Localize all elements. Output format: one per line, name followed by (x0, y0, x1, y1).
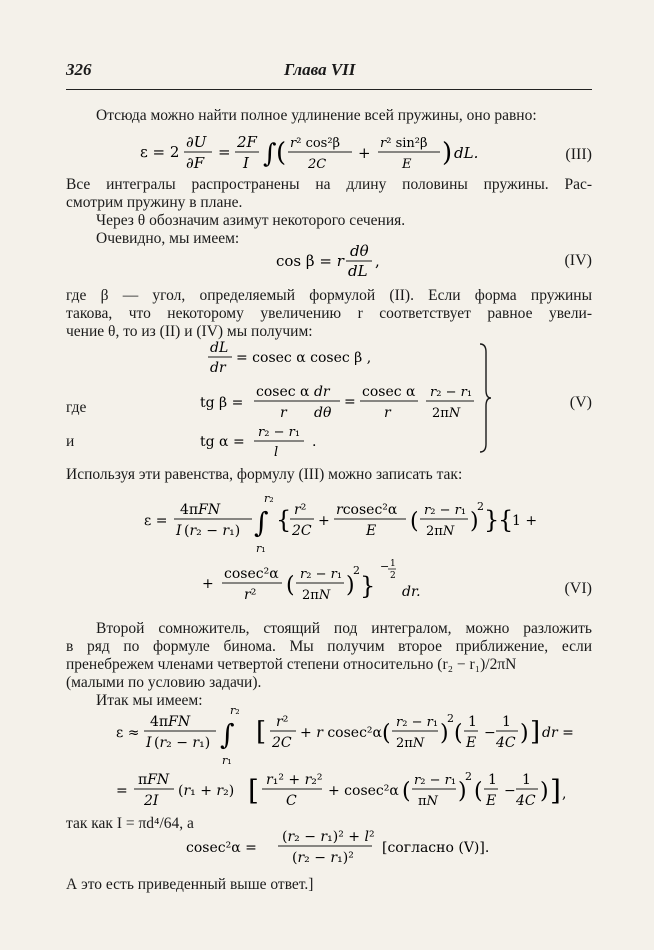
svg-text:4C: 4C (516, 793, 536, 809)
svg-text:(r₁ + r₂): (r₁ + r₂) (178, 783, 235, 799)
paragraph-line: (малыми по условию задачи). (66, 674, 262, 691)
label-i: и (66, 433, 75, 450)
svg-text:.: . (312, 434, 317, 450)
svg-text:2: 2 (390, 571, 396, 581)
svg-text:1: 1 (522, 772, 531, 788)
paragraph-line: смотрим пружину в плане. (66, 194, 243, 211)
svg-text:): ) (442, 138, 453, 168)
svg-text:r₂ − r₁: r₂ − r₁ (414, 773, 457, 788)
svg-text:2: 2 (477, 500, 484, 513)
svg-text:r² sin²β: r² sin²β (380, 136, 428, 151)
svg-text:(r₂ − r₁)²: (r₂ − r₁)² (292, 850, 354, 866)
paragraph-line: Через θ обозначим азимут некоторого сечения. (96, 212, 406, 229)
svg-text:dL.: dL. (454, 144, 479, 162)
svg-text:): ) (440, 721, 449, 746)
equation-vi-line1 (144, 492, 538, 555)
paragraph-line: в ряд по формуле бинома. Мы получим второе приближение, если (66, 638, 592, 655)
svg-text:2C: 2C (292, 523, 312, 539)
label-gde: где (66, 399, 87, 416)
svg-text:2πN: 2πN (396, 736, 425, 751)
svg-text:dL: dL (210, 340, 229, 356)
svg-text:∫: ∫ (220, 718, 235, 751)
svg-text:tg α =: tg α = (200, 434, 245, 450)
svg-text:}: } (360, 572, 376, 600)
svg-text:(: ( (410, 509, 419, 534)
svg-text:−: − (484, 725, 496, 741)
svg-text:+: + (202, 576, 214, 592)
svg-text:E: E (402, 157, 412, 172)
svg-text:): ) (540, 779, 549, 804)
right-brace (478, 342, 492, 454)
svg-text:(: ( (276, 138, 287, 168)
header-rule (66, 89, 592, 90)
svg-text:dr =: dr = (542, 725, 574, 741)
svg-text:r²: r² (294, 502, 307, 518)
svg-text:(: ( (382, 721, 391, 746)
svg-text:(: ( (286, 573, 295, 598)
svg-text:[: [ (256, 717, 267, 747)
paragraph-line: Итак мы имеем: (96, 692, 203, 709)
svg-text:E: E (366, 523, 377, 539)
paragraph-line: Все интегралы распространены на длину половины пружины. Рас- (66, 176, 592, 193)
svg-text:r: r (280, 405, 287, 421)
equation-number: (VI) (564, 580, 592, 597)
svg-text:r²: r² (244, 587, 257, 603)
svg-text:=: = (344, 394, 356, 410)
svg-text:{: { (276, 506, 292, 534)
svg-text:2πN: 2πN (432, 406, 461, 421)
svg-text:(: ( (454, 721, 463, 746)
svg-text:∫: ∫ (254, 506, 269, 539)
svg-text:r₂: r₂ (264, 492, 274, 505)
svg-text:dL: dL (348, 262, 368, 280)
svg-text:): ) (470, 509, 479, 534)
equation-approx-line2 (116, 766, 576, 816)
equation-approx-line1 (116, 704, 576, 766)
equation-v (200, 340, 480, 458)
svg-text:(r₂ − r₁)² + l²: (r₂ − r₁)² + l² (282, 829, 375, 845)
svg-text:4πFN: 4πFN (180, 502, 221, 518)
svg-text:r₂ − r₁: r₂ − r₁ (396, 715, 439, 730)
svg-text:= cosec α cosec β ,: = cosec α cosec β , (236, 350, 372, 366)
svg-text:tg β =: tg β = (200, 395, 244, 411)
equation-number: (V) (569, 394, 592, 411)
svg-text:I: I (146, 735, 152, 751)
svg-text:2: 2 (353, 564, 360, 577)
paragraph-line: Используя эти равенства, формулу (III) можно записать так: (66, 466, 463, 483)
paragraph-line: такова, что некоторому увеличению r соответствует равное увели- (66, 305, 592, 322)
svg-text:1: 1 (488, 772, 497, 788)
svg-text:1: 1 (390, 559, 396, 569)
svg-text:,: , (562, 786, 567, 802)
svg-text:∂U: ∂U (186, 133, 207, 151)
svg-text:(r₂ − r₁): (r₂ − r₁) (154, 735, 211, 751)
svg-text:I: I (243, 154, 249, 172)
svg-text:+ cosec²α: + cosec²α (328, 783, 399, 799)
svg-text:dr.: dr. (402, 584, 421, 600)
svg-text:cosec²α =: cosec²α = (186, 840, 257, 856)
svg-text:2πN: 2πN (426, 524, 455, 539)
svg-text:+: + (358, 144, 371, 162)
svg-text:2πN: 2πN (302, 588, 331, 603)
svg-text:2F: 2F (237, 133, 257, 151)
svg-text:cosec α dr: cosec α dr (256, 384, 330, 400)
svg-text:2C: 2C (272, 735, 292, 751)
svg-text:πN: πN (418, 794, 438, 809)
svg-text:=: = (116, 783, 128, 799)
svg-text:∫: ∫ (263, 139, 277, 169)
svg-text:r₁² + r₂²: r₁² + r₂² (266, 772, 323, 788)
svg-text:ε ≈: ε ≈ (116, 725, 140, 741)
svg-text:): ) (458, 779, 467, 804)
svg-text:r₂ − r₁: r₂ − r₁ (258, 425, 301, 440)
svg-text:r₂ − r₁: r₂ − r₁ (300, 567, 343, 582)
svg-text:dθ: dθ (314, 405, 332, 421)
svg-text:}: } (484, 506, 500, 534)
svg-text:{: { (498, 506, 514, 534)
svg-text:C: C (286, 793, 297, 809)
paragraph-line: пренебрежем членами четвертой степени относительно (r₂ − r₁)/2πN (66, 656, 517, 673)
equation-number: (III) (565, 146, 592, 163)
svg-text:r₁: r₁ (256, 542, 266, 555)
paragraph-line: А это есть приведенный выше ответ.] (66, 876, 314, 893)
svg-text:rcosec²α: rcosec²α (336, 502, 398, 518)
svg-text:[согласно (V)].: [согласно (V)]. (382, 840, 490, 856)
svg-text:E: E (466, 735, 477, 751)
paragraph-line: так как I = πd⁴/64, а (66, 815, 194, 832)
svg-text:−: − (380, 560, 390, 573)
svg-text:+: + (318, 513, 330, 529)
equation-vi-line2 (202, 558, 432, 614)
equation-iv (276, 238, 386, 282)
svg-text:): ) (346, 573, 355, 598)
svg-text:(r₂ − r₁): (r₂ − r₁) (184, 523, 241, 539)
svg-text:(: ( (402, 779, 411, 804)
paragraph-line: где β — угол, определяемый формулой (II). Если форма пружины (66, 287, 592, 304)
svg-text:,: , (375, 252, 380, 270)
svg-text:r² cos²β: r² cos²β (290, 136, 341, 151)
svg-text:l: l (274, 445, 279, 460)
svg-text:+ r cosec²α: + r cosec²α (300, 725, 382, 741)
svg-text:): ) (520, 721, 529, 746)
chapter-title: Глава VII (284, 60, 356, 79)
equation-number: (IV) (564, 252, 592, 269)
svg-text:r: r (384, 405, 391, 421)
svg-text:r²: r² (276, 714, 289, 730)
paragraph-line: Отсюда можно найти полное удлинение всей пружины, оно равно: (96, 107, 537, 124)
svg-text:[: [ (248, 774, 259, 807)
svg-text:cosec²α: cosec²α (224, 566, 279, 582)
svg-text:r₁: r₁ (222, 754, 232, 767)
svg-text:ε = 2: ε = 2 (140, 143, 180, 161)
svg-text:]: ] (530, 717, 541, 747)
page-number: 326 (66, 60, 92, 79)
svg-text:ε =: ε = (144, 513, 168, 529)
svg-text:2C: 2C (308, 157, 327, 172)
svg-text:−: − (504, 783, 516, 799)
svg-text:(: ( (474, 779, 483, 804)
svg-text:2I: 2I (144, 793, 159, 809)
svg-text:cos β = r: cos β = r (276, 252, 344, 270)
paragraph-line: Очевидно, мы имеем: (96, 230, 240, 247)
svg-text:1: 1 (502, 714, 511, 730)
svg-text:dr: dr (210, 360, 226, 376)
svg-text:1: 1 (468, 714, 477, 730)
svg-text:∂F: ∂F (186, 154, 205, 172)
svg-text:1 +: 1 + (512, 513, 538, 529)
equation-cosec (186, 824, 506, 868)
svg-text:r₂: r₂ (230, 704, 240, 717)
paragraph-line: Второй сомножитель, стоящий под интегралом, можно разложить (96, 620, 592, 637)
svg-text:=: = (218, 143, 231, 161)
svg-text:πFN: πFN (138, 772, 170, 788)
svg-text:E: E (486, 793, 497, 809)
svg-text:dθ: dθ (350, 242, 369, 260)
paragraph-line: чение θ, то из (II) и (IV) мы получим: (66, 323, 313, 340)
svg-text:]: ] (550, 774, 561, 807)
svg-text:2: 2 (447, 712, 454, 725)
svg-text:r₂ − r₁: r₂ − r₁ (424, 503, 467, 518)
svg-text:4C: 4C (496, 735, 516, 751)
svg-text:2: 2 (465, 770, 472, 783)
svg-text:4πFN: 4πFN (150, 714, 191, 730)
equation-iii (140, 128, 500, 174)
svg-text:cosec α: cosec α (362, 384, 416, 400)
svg-text:r₂ − r₁: r₂ − r₁ (430, 385, 473, 400)
svg-text:I: I (176, 523, 182, 539)
